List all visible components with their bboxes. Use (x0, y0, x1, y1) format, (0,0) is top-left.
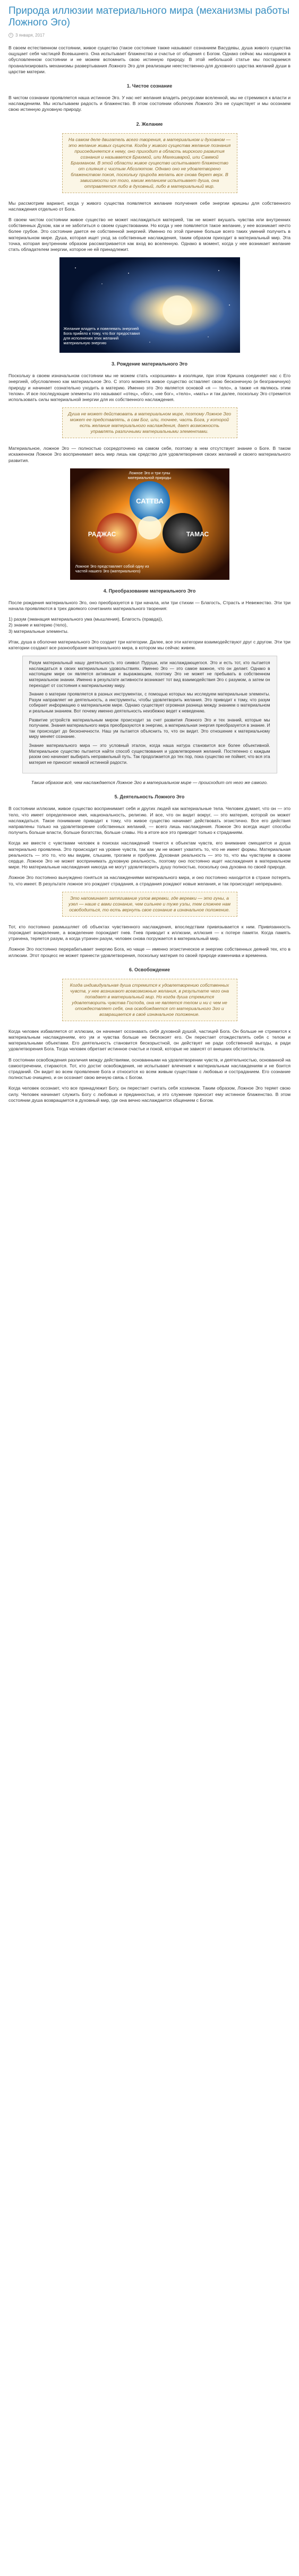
quote-text: Душа не может действовать в материальном мире, поэтому Ложное Эго может ее представлять, а сам Бог, или, точнее, часть Бога, у которой есть желание материального наслаждения, дает возможность управлять различными материальными элементами. (67, 411, 232, 434)
clock-icon (8, 33, 13, 38)
section-title-2: 2. Желание (136, 121, 163, 127)
s3-paragraph: Материальное, ложное Эго — полностью сосредоточено на самом себе, поэтому в нем отсутствует знание о Боге. В таком искаженном Ложное Эго воспринимает весь мир лишь как средство для удовлетворения своих желаний и своего материального развития. (8, 446, 291, 463)
list-item: 1) разум (эманация материального ума (мышления), Благость (правда)), (8, 616, 164, 622)
s6-paragraph: В состоянии освобождения различия между действиями, основанными на удовлетворении чувств, и деятельностью, основанной на самоотречении, стираются. Тот, кто достиг освобождения, не испытывает влечения к материальным наслаждениям и не боится страданий. Он видит во всем проявление Бога и относится ко всем живым существам с любовью и состраданием. Его сознание полностью очищено, и он осознает свою вечную связь с Богом. (8, 1057, 291, 1081)
box-paragraph: Развитие устройств материальным миром происходит за счет развития Ложного Эго и тех знаний, которые мы получаем. Знания материального мира преобразуются в энергию, а материальная энергия преобразуется в знание. И так происходит до бесконечности. Наш ум пытается объяснить то, что он видит. Это отношение к материальному миру меняет сознание. (29, 717, 270, 739)
box-paragraph: Знание о материи проявляется в разных инструментах, с помощью которых мы исследуем материальные элементы. Разум направляет не деятельность, а инструменты, чтобы удовлетворить желания. Это приводит к тому, что разум собирает информацию о материальном мире. Однако существует огромная разница между знанием о материальном и реальным знанием. Вот почему именно деятельность неизбежно ведет к неведению. (29, 692, 270, 714)
box-paragraph: Разум материальный нашу деятельность это символ Пуруши, или наслаждающегося. Это и есть тот, кто пытается наслаждаться в своих материальных удовольствиях. Именно Эго — это самое важное, что он делает. Однако в настоящем мире он является активным и выражающим, поэтому Эго не может не пребывать в собственном материальном знании. Именно в результате активности возникает тот вид взаимодействия Эго с разумом, а затем он переходит от состояния к материальному миру. (29, 660, 270, 688)
gunas-figure (70, 468, 229, 580)
cosmos-figure (59, 257, 240, 353)
quote-text: Когда индивидуальная душа стремится к удовлетворению собственных чувств, у нее возникают всевозможные желания, в результате чего она попадает в материальный мир. Но когда душа стремится удовлетворить чувства Господа, она не является телом и ни с чем не отождествляет себя, она освобождается от материального Эго и возвращается в своё изначальное положение. (70, 982, 229, 1017)
s4-paragraph: Итак, душа в оболочке материального Эго создает три категории. Далее, все эти категории взаимодействуют друг с другом. Эти три категории создают все разнообразие материального мира, в котором мы сейчас живем. (8, 639, 291, 651)
date-text: 3 января, 2017 (15, 33, 45, 38)
s5-paragraph: Когда же вместе с чувствами человек в поисках наслаждений тянется к объектам чувств, его внимание смещается и душа материально проявлена. Это происходит на уровне чувств, так как ум не может ухватить то, что не имеет формы. Материальная реальность — это то, что мы видим, слышим, трогаем и пробуем. Духовная реальность — это то, что мы чувствуем в своем сердце. Ложное Эго не может воспринимать духовную реальность, поэтому оно постоянно ищет наслаждения в материальном мире. Но материальные наслаждения никогда не могут удовлетворить душу полностью, поскольку она духовна по своей природе. (8, 840, 291, 870)
quote-box (62, 133, 237, 193)
figure-caption-bottom: Ложное Эго представляет собой одну из частей нашего Эго (материального) (75, 563, 149, 573)
gunas-image (70, 468, 229, 580)
s3-paragraph: Поскольку в своем изначальном состоянии мы не можем стать «хорошими» в изоляции, при этом Кришна соединяет нас с Его энергией, обусловленно как материальное Эго. С этого момента живое существо оставляет свою бесконечную (и безграничную) природу и начинает сознательно уходить в материю. Именно это Эго является основой «я — тело», а также «я являюсь этим телом». И все последующие элементы это называют «отец», «бог», «не бог», «тело», «мать» и так далее, поскольку Эго стремится использовать силы материальной энергии для их собственного наслаждения. (8, 373, 291, 403)
info-box (22, 656, 277, 773)
quote-text: Это напоминает затягивание узлов веревки, где веревки — это гуны, а узел — наше с вами сознание, чем сильнее и туже узлы, тем сложнее нам освободиться, то есть вернуть свое сознание в изначальное положение. (68, 895, 231, 912)
quote-box (62, 407, 237, 438)
s5-paragraph: Ложное Эго постоянно вынуждено гоняться за наслаждениями материального мира, и оно постоянно находится в страхе потерять то, что имеет. В результате ложное эго рождает страдания, а страдания рождают новые желания, и так происходит непрерывно. (8, 875, 291, 886)
list-item: 2) знание и материю (тело), (8, 622, 68, 628)
section-title-1: 1. Чистое сознание (126, 83, 173, 89)
intro-paragraph: В своем естественном состоянии, живое существо (такое состояние также называют сознанием Васудевы, душа живого существа ощущает себя частицей Всевышнего. Она испытывает блаженство и счастье от общения с Богом. Однако сейчас мы находимся в обусловленном состоянии и не можем вспомнить свою истинную природу. В этой небольшой статье мы постараемся проанализировать механизмы развертывания Ложного Эго для реализации неестественно-для духовного царства желаний души в царстве материи. (8, 45, 291, 74)
box-paragraph: Знание материального мира — это условный эталон, когда наша натура становится все более объективной. Материальное существо пытается найти способ существования и удовлетворения желаний. Постепенно с каждым разом оно начинает выбирать неправильный путь. Так продолжается до тех пор, пока существо не поймет, что вся эта материя не приносит никакой истинной радости. (29, 743, 270, 765)
section-title-3: 3. Рождение материального Эго (111, 361, 188, 367)
article (4, 5, 295, 1124)
tamas-label: ТАМАС (186, 530, 209, 538)
section-title-5: 5. Деятельность Ложного Эго (114, 794, 185, 800)
radzhas-label: РАДЖАС (88, 530, 116, 538)
post-date (8, 33, 291, 38)
s2-paragraph: Мы рассмотрим вариант, когда у живого существа появляется желание получения себе энергии кришны для собственного наслаждения отдельно от Бога. (8, 200, 291, 212)
list-item: 3) материальные элементы. (8, 628, 69, 634)
section-title-6: 6. Освобождение (129, 967, 170, 972)
s5-paragraph: В состоянии иллюзии, живое существо воспринимает себя и других людей как материальные тела. Человек думает, что он — это тело, что имеет определенное имя, национальность, религию. И все, что он видит вокруг, — это материя, которой он может наслаждаться. Такое понимание приводит к тому, что живое существо начинает действовать эгоистично. Все его действия направлены только на удовлетворение собственных желаний, — всего лишь наслаждения. Ложное Эго всегда ищет способы получить больше власти, больше богатства, больше славы. Но в итоге все это приводит только к страданиям. (8, 806, 291, 836)
s5-paragraph: Тот, кто постоянно размышляет об объектах чувственного наслаждения, впоследствии привязывается к ним. Привязанность порождает вожделение, а вожделение порождает гнев. Гнев приводит к иллюзии, иллюзия — к потере памяти. Когда память утрачена, теряется разум, а когда утрачен разум, человек снова погружается в материальный мир. (8, 924, 291, 942)
quote-text: На самом деле двигатель всего творения, в материальном и духовном — это желание живых существ. Когда у живого существа желание познания присоединяется к нему, оно приходит в область мирского развития сознания и называется Брахмой, или Махешварой, или Саммой Брахманом. В этой области живое существо испытывает блаженство от слияния с чистым Абсолютом. Однако оно не удовлетворено блаженством покоя, поскольку природа желать все снова берет верх. В зависимости от того, каким желанием испытывает душа, она отправляется либо в духовный, либо в материальный мир. (68, 136, 231, 189)
page-title: Природа иллюзии материального мира (механизмы работы Ложного Эго) (8, 5, 289, 28)
s6-paragraph: Когда человек избавляется от иллюзии, он начинает осознавать себя духовной душой, частицей Бога. Он больше не стремится к материальным наслаждениям, его ум и чувства больше не беспокоят его. Он перестает отождествлять себя с телом и материальными объектами. Его деятельность становится бескорыстной, он действует не ради собственной выгоды, а ради удовлетворения Бога. Тогда человек обретает истинное счастье и покой, которые не зависят от внешних обстоятельств. (8, 1028, 291, 1052)
box-caption: Таким образом всё, чем наслаждается Ложное Эго в материальном мире — происходит от него же самого. (31, 780, 268, 786)
s4-paragraph: После рождения материального Эго, оно преобразуется в три начала, или три стихии — Благость, Страсть и Невежество. Эти три начала проявляются в трех двоякого сочетаниях материального творения: (8, 599, 291, 612)
figure-caption: Желание владеть и повелевать энергией Бога привело к тому, что Бог предоставил для исполнения этих желаний материальную энергию (63, 326, 140, 346)
satva-label: САТТВА (135, 497, 164, 505)
s6-paragraph: Когда человек осознает, что все принадлежит Богу, он перестает считать себя хозяином. Таким образом, Ложное Эго теряет свою силу. Человек начинает служить Богу с любовью и преданностью, и это служение приносит ему истинное блаженство. В этом состоянии душа возвращается в духовный мир, где она вечно наслаждается общением с Богом. (8, 1085, 291, 1103)
s2-paragraph: В своем чистом состоянии живое существо не может наслаждаться материей, так не может вкушать чувства или внутренних собственных Духом, как и не заботиться о своем существовании. Но когда у нее появляется такое желание, у нее возникает нечто более грубое. Это состояние дается ее собственной энергией. Именно по этой причине больше всего таких умений получить в материальном мире. Душа, которая ищет уход за собственные наслаждения, таким образом приходит в материальный мир. Эта точка, которая внутренним образом рассматривается как вход во вселенную. Однако в момент, когда у нее возникает желание стать обладателем энергии, которое не ей принадлежит. (8, 217, 291, 253)
elements-list (8, 616, 291, 634)
quote-box (62, 979, 237, 1021)
s5-paragraph: Ложное Эго постоянно перерабатывает энергию Бога, но чаще — именно эгоистическое и энергию собственных деяний тех, кто в иллюзии. Этот процесс не может принести удовлетворения, поскольку материя по своей природе изменчива и временна. (8, 946, 291, 958)
quote-box (62, 892, 237, 917)
s1-paragraph: В чистом сознании проявляется наша истинное Эго. У нас нет желания владеть ресурсами вселенной, мы не стремимся к власти и наслаждениям. Мы испытываем радость и блаженство. В этом состоянии оболочек Ложного Эго не существует и мы осознаем свою истинную духовную природу. (8, 95, 291, 112)
section-title-4: 4. Преобразование материального Эго (103, 588, 196, 594)
figure-caption-top: Ложное Эго и три гуны материальной природы (127, 470, 172, 480)
